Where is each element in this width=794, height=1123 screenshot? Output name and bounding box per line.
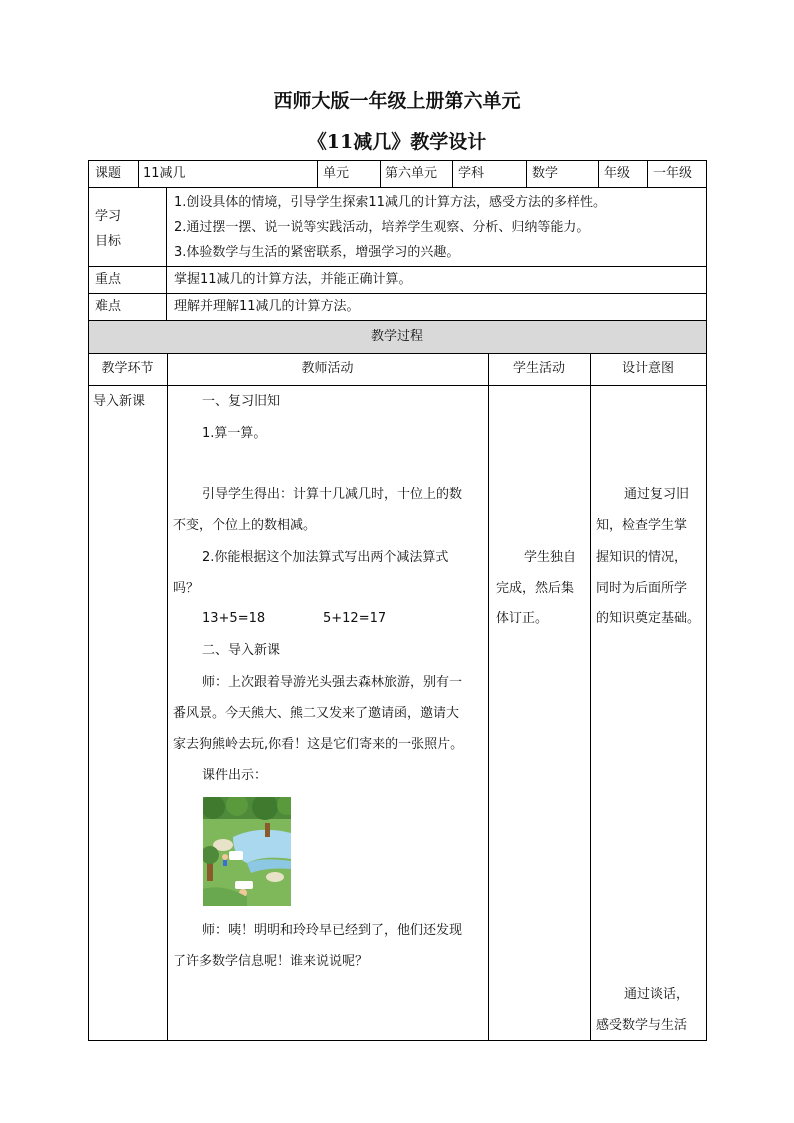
goals-label: 目标	[95, 234, 122, 249]
teacher-line: 师：上次跟着导游光头强去森林旅游，别有一	[202, 675, 463, 690]
col-header-stage: 教学环节	[101, 361, 154, 376]
border-v	[138, 160, 139, 187]
student-line: 体订正。	[496, 611, 549, 626]
student-line: 完成，然后集	[496, 581, 575, 596]
teacher-line: 引导学生得出：计算十几减几时，十位上的数	[202, 487, 463, 502]
col-header-intent: 设计意图	[621, 361, 674, 376]
document-subtitle: 《11减几》教学设计	[307, 131, 487, 153]
forest-scene-image	[203, 797, 291, 906]
teacher-line: 课件出示：	[202, 768, 268, 783]
goals-label: 学习	[95, 209, 122, 224]
border-v	[88, 160, 89, 1041]
border-v	[452, 160, 453, 187]
border-v	[167, 353, 168, 1041]
border-v	[317, 160, 318, 187]
stage-label: 导入新课	[93, 394, 146, 409]
intent-line: 通过复习旧	[624, 487, 690, 502]
intent-line: 通过谈话，	[624, 987, 690, 1002]
teacher-line: 师：咦！明明和玲玲早已经到了，他们还发现	[202, 923, 463, 938]
border-h	[88, 187, 707, 188]
border-h	[88, 385, 707, 386]
border-v	[647, 160, 648, 187]
border-h	[88, 320, 707, 321]
border-v	[598, 160, 599, 187]
grade-value: 一年级	[653, 166, 693, 181]
teacher-line: 吗？	[173, 581, 200, 596]
intent-line: 感受数学与生活	[596, 1018, 688, 1033]
intent-line: 同时为后面所学	[596, 581, 688, 596]
teacher-line: 1.算一算。	[202, 426, 267, 441]
teacher-line: 不变，个位上的数相减。	[173, 518, 317, 533]
teacher-line: 2.你能根据这个加法算式写出两个减法算式	[202, 550, 449, 565]
teacher-line: 一、复习旧知	[202, 394, 281, 409]
goal-item: 2.通过摆一摆、说一说等实践活动，培养学生观察、分析、归纳等能力。	[174, 220, 590, 235]
teacher-line: 了许多数学信息呢！谁来说说呢？	[173, 954, 369, 969]
border-h	[88, 266, 707, 267]
border-v	[590, 353, 591, 1041]
col-header-teacher: 教师活动	[301, 361, 354, 376]
border-h	[88, 160, 707, 161]
border-h	[88, 353, 707, 354]
subject-label: 学科	[458, 166, 485, 181]
border-v	[166, 187, 167, 320]
document-title: 西师大版一年级上册第六单元	[273, 90, 521, 112]
teacher-line: 家去狗熊岭去玩,你看！这是它们寄来的一张照片。	[173, 737, 464, 752]
border-v	[526, 160, 527, 187]
goal-item: 1.创设具体的情境，引导学生探索11减几的计算方法，感受方法的多样性。	[174, 195, 606, 210]
equation: 5+12=17	[323, 611, 387, 626]
intent-line: 的知识奠定基础。	[596, 611, 701, 626]
unit-value: 第六单元	[385, 166, 438, 181]
difficulty-text: 理解并理解11减几的计算方法。	[174, 299, 360, 314]
intent-line: 握知识的情况，	[596, 550, 688, 565]
key-point-label: 重点	[95, 272, 122, 287]
topic-value: 11减几	[143, 166, 186, 181]
teacher-line: 二、导入新课	[202, 643, 281, 658]
teacher-line: 番风景。今天熊大、熊二又发来了邀请函，邀请大	[173, 706, 460, 721]
border-v	[706, 160, 707, 1041]
unit-label: 单元	[323, 166, 350, 181]
intent-line: 知，检查学生掌	[596, 518, 688, 533]
topic-label: 课题	[95, 166, 122, 181]
subject-value: 数学	[532, 166, 559, 181]
key-point-text: 掌握11减几的计算方法，并能正确计算。	[174, 272, 412, 287]
goal-item: 3.体验数学与生活的紧密联系，增强学习的兴趣。	[174, 245, 460, 260]
border-h	[88, 293, 707, 294]
process-heading: 教学过程	[370, 329, 423, 344]
student-line: 学生独自	[524, 550, 577, 565]
grade-label: 年级	[604, 166, 631, 181]
col-header-student: 学生活动	[512, 361, 565, 376]
difficulty-label: 难点	[95, 299, 122, 314]
equation: 13+5=18	[202, 611, 266, 626]
border-v	[380, 160, 381, 187]
border-v	[488, 353, 489, 1041]
